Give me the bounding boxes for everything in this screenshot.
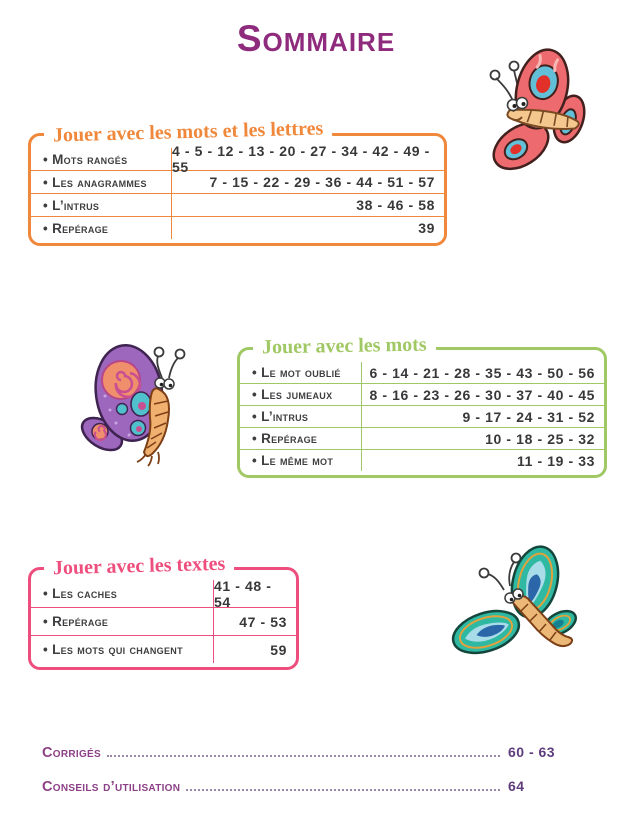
row-pages: 7 - 15 - 22 - 29 - 36 - 44 - 51 - 57 [171,171,444,193]
butterfly-teal-icon [438,540,618,685]
table-row [240,427,604,449]
section-textes [28,552,299,670]
dotted-leader [186,788,500,791]
toc-table [240,362,604,471]
row-pages: 10 - 18 - 25 - 32 [361,428,604,449]
row-label: • Mots rangés [31,152,171,167]
toc-table [31,577,296,663]
section-title: Jouer avec les textes [44,553,235,581]
butterfly-red-pink-icon [462,32,622,172]
table-row [31,607,296,635]
table-row [31,193,444,216]
row-label: • L’intrus [240,409,361,424]
row-pages: 59 [213,636,296,663]
row-label: • Les jumeaux [240,387,361,402]
toc-table [31,143,444,239]
row-pages: 39 [171,217,444,239]
section-mots-et-lettres [28,117,447,246]
row-label: • Le mot oublié [240,365,361,380]
row-pages: 6 - 14 - 21 - 28 - 35 - 43 - 50 - 56 [361,362,604,383]
section-title: Jouer avec les mots et les lettres [44,117,333,148]
row-pages: 8 - 16 - 23 - 26 - 30 - 37 - 40 - 45 [361,384,604,405]
row-pages: 4 - 5 - 12 - 13 - 20 - 27 - 34 - 42 - 49 - 55 [171,148,444,170]
table-row [240,405,604,427]
row-pages: 47 - 53 [213,608,296,635]
section-title: Jouer avec les mots [253,333,436,359]
table-row [240,449,604,471]
table-row [31,216,444,239]
row-label: • Repérage [31,614,213,629]
dotted-leader [107,754,500,757]
row-label: • Repérage [31,221,171,236]
row-pages: 38 - 46 - 58 [171,194,444,216]
row-label: • Les mots qui changent [31,642,213,657]
row-label: • Le même mot [240,453,361,468]
footer-line-conseils [42,778,578,795]
table-row [240,362,604,383]
section-mots [237,333,607,478]
footer-label: Conseils d’utilisation [42,779,181,795]
page-title: Sommaire [236,18,396,59]
row-label: • Repérage [240,431,361,446]
row-label: • Les caches [31,586,213,601]
table-row [31,577,296,610]
footer-pages: 64 [508,778,525,794]
row-label: • L’intrus [31,198,171,213]
footer-label: Corrigés [42,745,101,761]
butterfly-purple-icon [72,338,217,483]
footer-pages: 60 - 63 [508,744,556,760]
row-pages: 11 - 19 - 33 [361,450,604,471]
table-row [31,143,444,175]
table-row [31,170,444,193]
row-label: • Les anagrammes [31,175,171,190]
footer-toc [42,744,578,812]
footer-line-corriges [42,744,578,761]
table-row [240,383,604,405]
row-pages: 9 - 17 - 24 - 31 - 52 [361,406,604,427]
row-pages: 41 - 48 - 54 [213,580,296,607]
table-row [31,635,296,663]
